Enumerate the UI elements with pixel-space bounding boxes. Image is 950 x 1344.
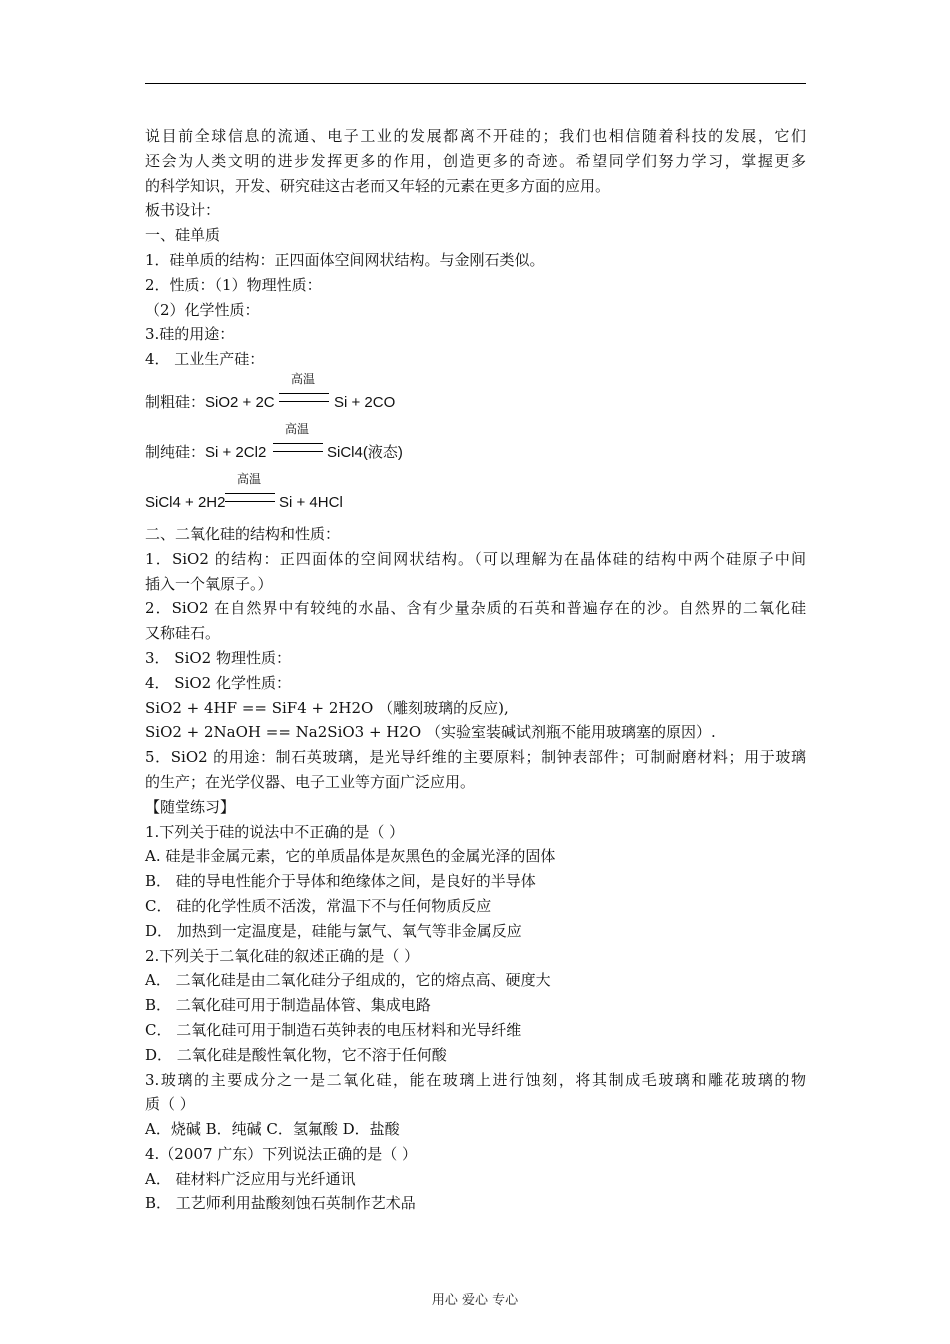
exercise-line-11: 3.玻璃的主要成分之一是二氧化硅，能在玻璃上进行蚀刻，将其制成毛玻璃和雕花玻璃的物 [145, 1070, 806, 1089]
exercise-line-16: B． 工艺师利用盐酸刻蚀石英制作艺术品 [145, 1194, 416, 1213]
section2-heading: 二、二氧化硅的结构和性质： [145, 524, 341, 543]
equation-condition: 高温 [285, 421, 310, 436]
equation-lhs: 制粗硅：SiO2 + 2C [145, 393, 275, 411]
equation-pure-silicon [145, 422, 806, 472]
section2-line-2: 插入一个氧原子。） [145, 574, 273, 593]
exercise-line-14: 4.（2007 广东）下列说法正确的是（ ） [145, 1144, 418, 1163]
exercise-line-1: 1.下列关于硅的说法中不正确的是（ ） [145, 822, 405, 841]
section1-item-2: 2．性质：（1）物理性质： [145, 275, 322, 294]
header-rule [145, 83, 806, 84]
exercise-line-12: 质（ ） [145, 1095, 195, 1114]
exercise-heading: 【随堂练习】 [145, 797, 236, 816]
board-title: 板书设计： [145, 201, 221, 220]
equation-lhs: 制纯硅：Si + 2Cl2 [145, 443, 267, 461]
section2-line-1: 1．SiO2 的结构：正四面体的空间网状结构。（可以理解为在晶体硅的结构中两个硅原子中间 [145, 549, 806, 568]
exercise-line-5: D． 加热到一定温度是，硅能与氯气、氧气等非金属反应 [145, 921, 522, 940]
section1-heading: 一、硅单质 [145, 226, 221, 245]
equation-lhs: SiCl4 + 2H2 [145, 493, 226, 511]
exercise-line-9: C． 二氧化硅可用于制造石英钟表的电压材料和光导纤维 [145, 1020, 522, 1039]
exercise-line-2: A. 硅是非金属元素，它的单质晶体是灰黑色的金属光泽的固体 [145, 847, 556, 866]
intro-line-1: 说目前全球信息的流通、电子工业的发展都离不开硅的；我们也相信随着科技的发展，它们 [145, 127, 806, 145]
intro-line-3: 的科学知识，开发、研究硅这古老而又年轻的元素在更多方面的应用。 [145, 176, 611, 195]
exercise-line-15: A． 硅材料广泛应用与光纤通讯 [145, 1169, 356, 1188]
section2-line-7: SiO2 + 4HF == SiF4 + 2H2O （雕刻玻璃的反应), [145, 698, 509, 717]
equation-rhs: Si + 4HCl [279, 493, 343, 511]
exercise-line-8: B． 二氧化硅可用于制造晶体管、集成电路 [145, 996, 431, 1015]
section2-line-3: 2．SiO2 在自然界中有较纯的水晶、含有少量杂质的石英和普遍存在的沙。自然界的二氧化硅 [145, 599, 806, 618]
equation-crude-silicon [145, 372, 806, 422]
equation-rhs: Si + 2CO [334, 393, 396, 411]
exercise-line-3: B． 硅的导电性能介于导体和绝缘体之间，是良好的半导体 [145, 872, 536, 891]
exercise-line-7: A． 二氧化硅是由二氧化硅分子组成的，它的熔点高、硬度大 [145, 971, 551, 990]
equals-sign [279, 393, 329, 402]
exercise-line-6: 2.下列关于二氧化硅的叙述正确的是（ ） [145, 946, 420, 965]
section2-line-4: 又称硅石。 [145, 624, 221, 643]
equation-condition: 高温 [291, 371, 316, 386]
equation-rhs: SiCl4(液态) [327, 443, 403, 461]
intro-line-2: 还会为人类文明的进步发挥更多的作用，创造更多的奇迹。希望同学们努力学习，掌握更多 [145, 151, 806, 170]
exercise-line-4: C． 硅的化学性质不活泼，常温下不与任何物质反应 [145, 896, 492, 915]
equation-reduction [145, 472, 806, 522]
section1-item-5: 4． 工业生产硅： [145, 350, 265, 369]
exercise-line-13: A．烧碱 B．纯碱 C．氢氟酸 D．盐酸 [145, 1120, 400, 1139]
section2-line-9: 5．SiO2 的用途：制石英玻璃，是光导纤维的主要原料；制钟表部件；可制耐磨材料；用于玻璃 [145, 748, 806, 767]
section1-item-1: 1．硅单质的结构：正四面体空间网状结构。与金刚石类似。 [145, 250, 545, 269]
equation-condition: 高温 [237, 471, 262, 486]
equals-sign [273, 443, 323, 452]
section2-line-10: 的生产；在光学仪器、电子工业等方面广泛应用。 [145, 772, 476, 791]
equals-sign [225, 493, 275, 502]
section1-item-4: 3.硅的用途： [145, 325, 235, 344]
exercise-line-10: D． 二氧化硅是酸性氧化物，它不溶于任何酸 [145, 1045, 447, 1064]
document-body [145, 124, 806, 1216]
section2-line-8: SiO2 + 2NaOH == Na2SiO3 + H2O （实验室装碱试剂瓶不能用玻璃塞的原因）. [145, 723, 716, 742]
section2-line-6: 4． SiO2 化学性质： [145, 673, 291, 692]
page-footer: 用心 爱心 专心 [431, 1293, 519, 1308]
section1-item-3: （2）化学性质： [145, 300, 260, 319]
section2-line-5: 3． SiO2 物理性质： [145, 648, 291, 667]
